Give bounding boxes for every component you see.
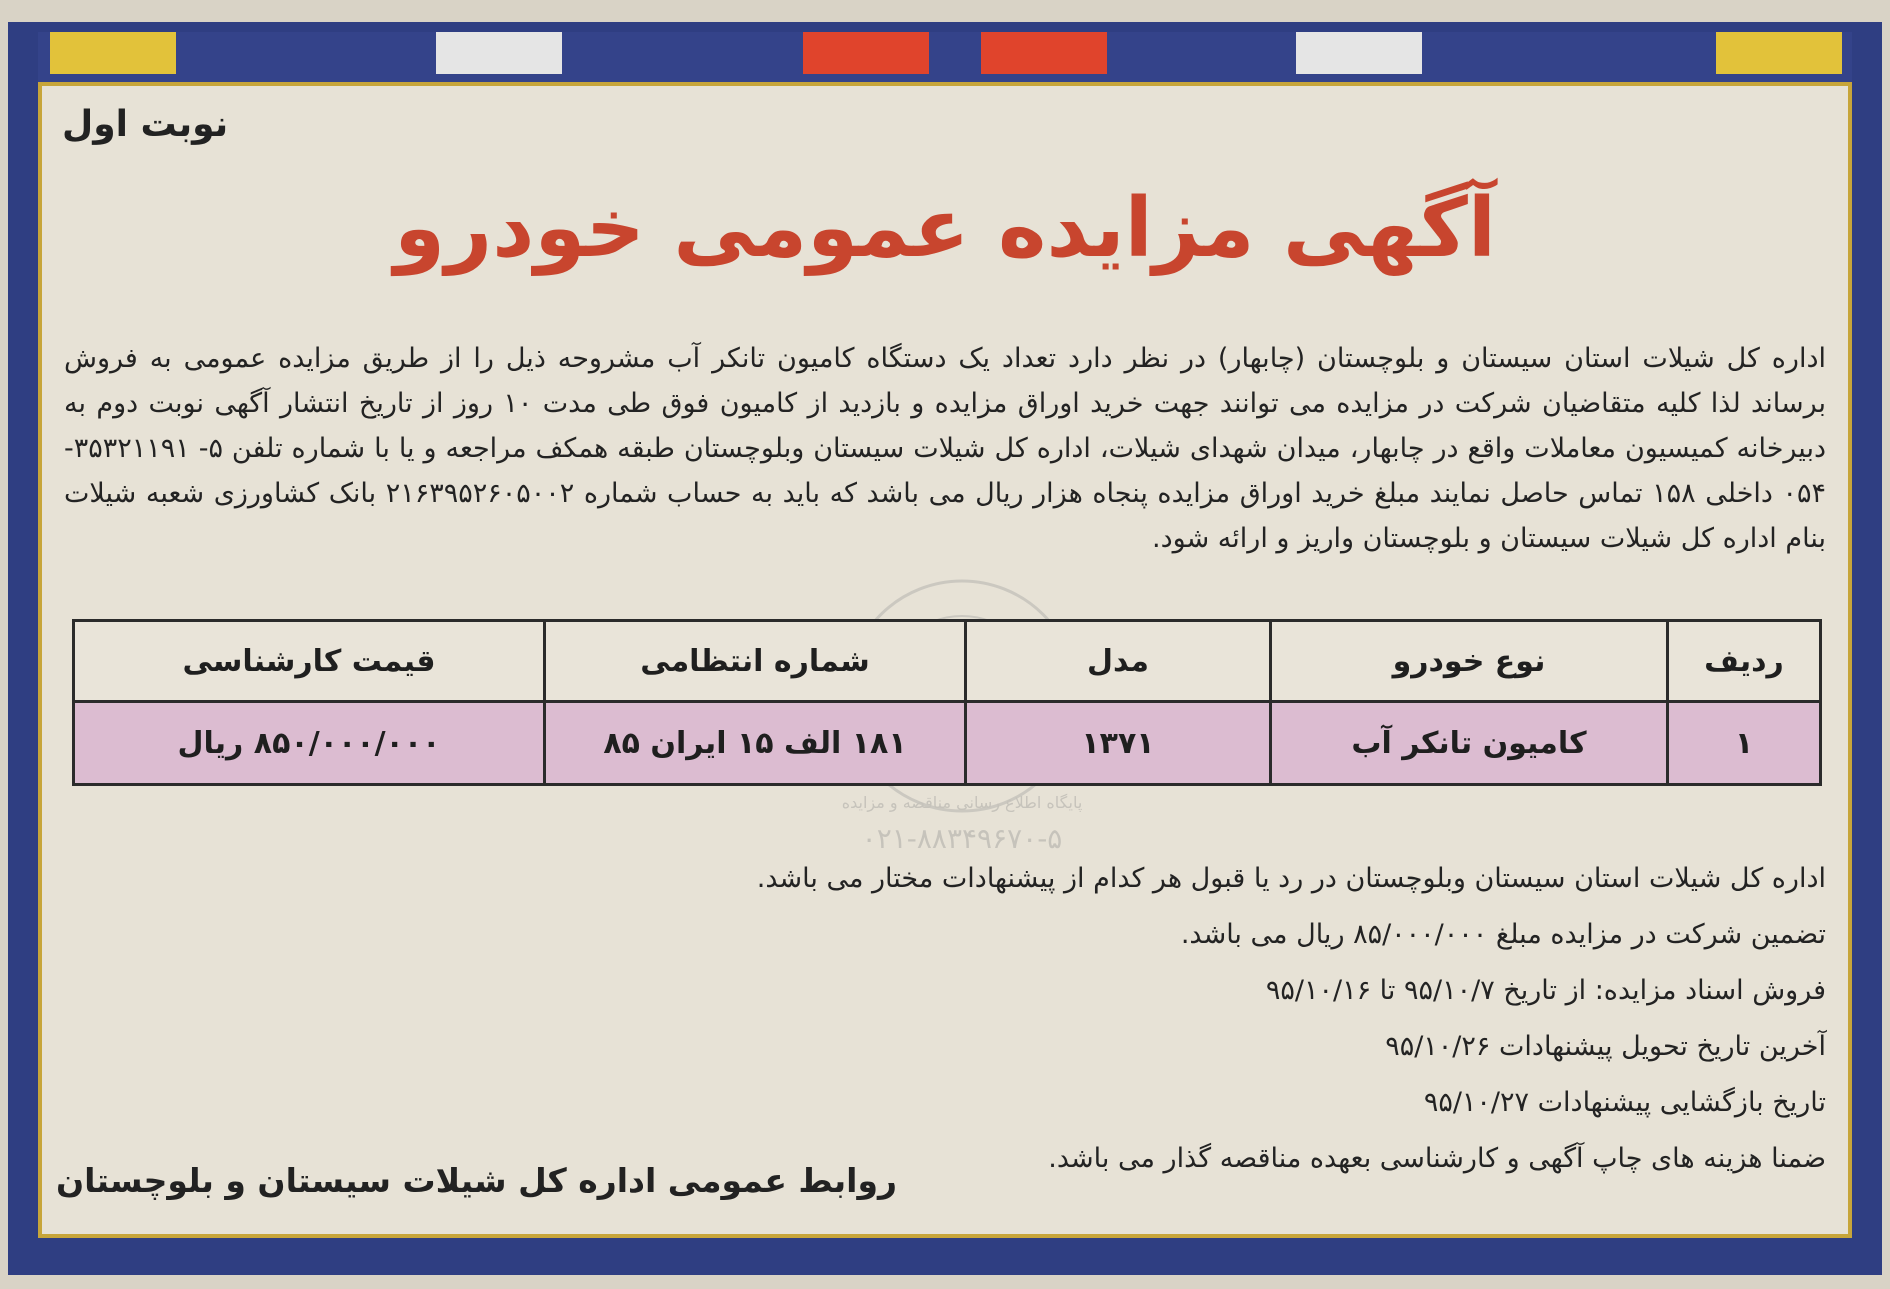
term-item: اداره کل شیلات استان سیستان وبلوچستان در رد یا قبول هر کدام از پیشنهادات مختار می باشد. [756,863,1826,894]
intro-text: اداره کل شیلات استان سیستان و بلوچستان (چابهار) در نظر دارد تعداد یک دستگاه کامیون تانکر آب مشروحه ذیل را از طریق مزایده عمومی به فروش برساند لذا کلیه متقاضیان شرکت در مزایده می توانند جهت خرید اوراق مزایده و بازدید از کامیون فوق طی مدت ۱۰ روز از تاریخ انتشار آگهی نوبت دوم به دبیرخانه کمیسیون معاملات واقع در چابهار، میدان شهدای شیلات، اداره کل شیلات سیستان وبلوچستان طبقه همکف مراجعه و یا با شماره تلفن ۵- ۳۵۳۲۱۱۹۱- ۰۵۴ داخلی ۱۵۸ تماس حاصل نمایند مبلغ خرید اوراق مزایده پنجاه هزار ریال می باشد که باید به حساب شماره ۲۱۶۳۹۵۲۶۰۵۰۰۲ بانک کشاورزی شعبه شیلات بنام اداره کل شیلات سیستان و بلوچستان واریز و ارائه شود. [64,343,1826,554]
intro-paragraph [64,336,1826,561]
header-row-number: ردیف [1668,621,1821,702]
white-tab-2 [436,32,562,74]
cell-price: ۸۵۰/۰۰۰/۰۰۰ ریال [74,702,545,785]
watermark-phone: ۰۲۱-۸۸۳۴۹۶۷۰-۵ [861,822,1063,855]
cell-row-number: ۱ [1668,702,1821,785]
table-row [74,702,1821,785]
notice-body [38,82,1852,1238]
cell-plate: ۱۸۱ الف ۱۵ ایران ۸۵ [545,702,966,785]
red-tab-1 [981,32,1107,74]
term-item: تاریخ بازگشایی پیشنهادات ۹۵/۱۰/۲۷ [1423,1087,1826,1118]
round-label: نوبت اول [62,104,229,145]
term-item: تضمین شرکت در مزایده مبلغ ۸۵/۰۰۰/۰۰۰ ریال می باشد. [1180,919,1826,950]
white-tab-1 [1296,32,1422,74]
red-tab-2 [803,32,929,74]
yellow-tab-left [50,32,176,74]
color-strip [38,32,1852,82]
term-item: ضمنا هزینه های چاپ آگهی و کارشناسی بعهده مناقصه گذار می باشد. [1048,1143,1826,1174]
header-price: قیمت کارشناسی [74,621,545,702]
term-item: آخرین تاریخ تحویل پیشنهادات ۹۵/۱۰/۲۶ [1385,1031,1826,1062]
watermark-line2: پایگاه اطلاع رسانی مناقصه و مزایده [841,793,1083,812]
signature: روابط عمومی اداره کل شیلات سیستان و بلوچستان [56,1161,897,1200]
header-plate: شماره انتظامی [545,621,966,702]
table-header-row [74,621,1821,702]
yellow-tab-right [1716,32,1842,74]
header-vehicle-type: نوع خودرو [1271,621,1668,702]
page-border-frame [8,22,1882,1275]
term-item: فروش اسناد مزایده: از تاریخ ۹۵/۱۰/۷ تا ۹۵/۱۰/۱۶ [1265,975,1826,1006]
notice-title: آگهی مزایده عمومی خودرو [394,181,1496,276]
vehicle-table [72,619,1822,786]
cell-vehicle-type: کامیون تانکر آب [1271,702,1668,785]
terms-list [62,851,1826,1187]
header-model: مدل [966,621,1271,702]
cell-model: ۱۳۷۱ [966,702,1271,785]
